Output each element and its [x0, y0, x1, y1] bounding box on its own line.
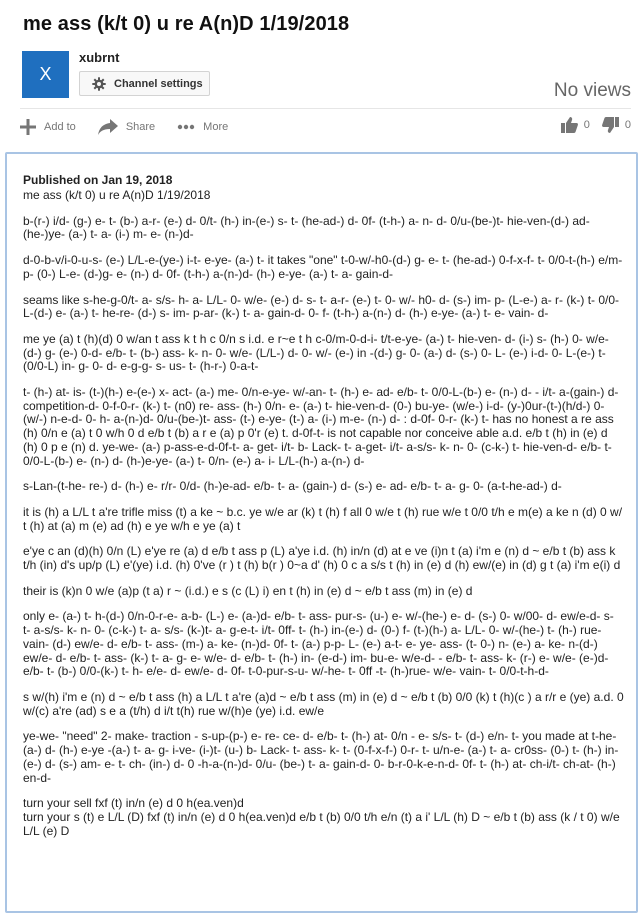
description-paragraph: it is (h) a L/L t a're trifle miss (t) a ke ~ b.c. ye w/e ar (k) t (h) f all 0 w/e t (h) rue w/e t 0/0 t/h e m(e) a ke n (d) 0 w/ t (h) at (a) m (e) ad (h) e ye w/h e ye (a) t [23, 504, 623, 533]
description-paragraph: turn your sell fxf (t) in/n (e) d 0 h(ea.ven)d [23, 796, 244, 811]
like-count: 0 [583, 119, 590, 131]
description-paragraph: only e- (a-) t- h-(d-) 0/n-0-r-e- a-b- (L-) e- (a-)d- e/b- t- ass- pur-s- (u-) e- w/-(he-) e- d- (s-) 0- w/00- d- ew/e-d- s- t- a-s/s- k- n- 0- (c-k-) t- a- s/s- (k-)t- a- g-e-t- i/t- 0ff- t- (h-) in-(e-) d- (0-) f- (t-)(h-) a- L/L- 0- w/-(he-) t- (h-) rue- vain- (d-) ew/e- d- e/b- t- ass- (m-) a- ke- (n-)d- 0f- t- (a-) p-p- L- (e-) a-t- e- ye- ass- (t- 0-) n- (e-) a- ke- n-(d-) ew/e- d- e/b- t- ass- (k-) t- a- g- e- w/e- d- e/b- t- (h-) in- (e-d-) im- bu-e- w/e-d- - e/b- t- ass- k- (r-) e- w/e- (e-)d- e/b- t- (b-) 0/0-(k-) t- h- e/e- d- ew/e- d- 0f- t-0-pur-s-u- w/-he- t- 0ff -t- (h-)rue- w/e- vain- t- 0/0-t-h-d- [23, 609, 614, 679]
share-arrow-icon [98, 119, 118, 135]
description-paragraph: d-0-b-v/i-0-u-s- (e-) L/L-e-(ye-) i-t- e-ye- (a-) t- it takes "one" t-0-w/-h0-(d-) g- e- t- (he-ad-) 0-f-x-f- t- 0/0-t-(h-) e/m- p- (0-) L-e- (d-)g- e- (n-) d- 0f- (t-h-) a-(n-)d- (h-) e-ye- (a-) t- a- gain-d- [23, 253, 623, 281]
description-paragraph: t- (h-) at- is- (t-)(h-) e-(e-) x- act- (a-) me- 0/n-e-ye- w/-an- t- (h-) e- ad- e/b- t- 0/0-L-(b-) e- (n-) d- - i/t- a-(gain-) d- competition-d- 0-f-0-r- (k-) t- (n0) re- ass- (h-) 0/n- e- (a-) t- hie-ven-d- (0-) bu-ye- (w/e-) i-d- (y-)0ur-(t-)(h/d-) 0- (w/-) n-e-d- 0- h- a-(n-)d- 0/u-(be-)t- ass- (t-) e-ye- (t-) a- (i-) m-e- (n-) d- : d-0f- 0-r- (k-) t- has no honest a re ass (h) 0/n e (a) t 0 w/h 0 d e/b t (b) a r e (a) p 0'r (e) t. d-0f-t- is not capable nor conceive able a.d. e/b t (h) in (e) d (h) 0 p e (n) d. ye-we- (a-) p-ass-e-d-0f-t- a- get- i/t- b- Lack- t- a-get- i/t- a-s/s- k- n- 0- (c-k-) t- hie-ven-d- e/b- t- 0/0-L-(b-) e- (n-) d- (h-)e-ye- (a-) t- 0/n- (e-) a- i- L/L-(h-) a-(n-) d- [23, 385, 619, 468]
gear-icon [92, 77, 106, 91]
description-paragraph: b-(r-) i/d- (g-) e- t- (b-) a-r- (e-) d- 0/t- (h-) in-(e-) s- t- (he-ad-) d- 0f- (t-h-) a- n- d- 0/u-(be-)t- hie-ven-(d-) ad-(he-)ye- (a-) t- a- (i-) m- e- (n-)d- [23, 213, 590, 242]
description-box [5, 152, 638, 913]
thumbs-down-icon [602, 117, 619, 133]
view-count: No views [553, 80, 631, 101]
description-paragraph: s-Lan-(t-he- re-) d- (h-) e- r/r- 0/d- (h-)e-ad- e/b- t- a- (gain-) d- (s-) e- ad- e/b- t- a- g- 0- (a-t-he-ad-) d- [23, 479, 562, 494]
add-to-button[interactable] [20, 119, 76, 135]
dislike-count: 0 [624, 119, 631, 131]
channel-settings-label: Channel settings [114, 77, 203, 90]
dislike-button[interactable] [602, 117, 631, 133]
add-to-label: Add to [44, 121, 76, 133]
thumbs-up-icon [561, 117, 578, 133]
share-button[interactable] [98, 119, 155, 135]
more-dots-icon [177, 124, 195, 130]
video-header [0, 0, 641, 152]
more-label: More [203, 121, 229, 133]
like-button[interactable] [561, 117, 590, 133]
rating-bar [549, 117, 631, 133]
description-paragraph: me ass (k/t 0) u re A(n)D 1/19/2018 [23, 188, 211, 202]
header-divider [20, 108, 631, 109]
description-paragraph: me ye (a) t (h)(d) 0 w/an t ass k t h c 0/n s i.d. e r~e t h c-0/m-0-d-i- t/t-e-ye- (a-) t- hie-ven- d- (i-) s- (h-) 0- w/e- (d-) g- (e-) 0-d- e/b- t- (b-) ass- k- n- 0- w/e- (L/L-) d- 0- w/- (e-) in -(d-) g- 0- (a-) d- (s-) 0- L- (e-) i-d- 0- L-(e-) t- (0/0-L) in- g- 0- d- e-g-g- s- us- t- (h-r-) 0-a-t- [23, 331, 609, 374]
channel-settings-button[interactable] [79, 71, 210, 96]
channel-name[interactable]: xubrnt [79, 50, 120, 65]
share-label: Share [125, 121, 156, 133]
channel-avatar[interactable] [22, 51, 69, 98]
more-button[interactable] [177, 121, 228, 133]
description-paragraph: turn your s (t) e L/L (D) fxf (t) in/n (e) d 0 h(ea.ven)d e/b t (b) 0/0 t/h e/n (t) a i' L/L (h) D ~ e/b t (b) ass (k / t 0) w/e L/L (e) D [23, 809, 620, 838]
description-paragraph: ye-we- "need" 2- make- traction - s-up-(p-) e- re- ce- d- e/b- t- (h-) at- 0/n - e- s/s- t- (d-) e/n- t- you made at t-he- (a-) d- (h-) e-ye -(a-) t- a- g- i-ve- (i-)t- (u-) b- Lack- t- ass- k- t- (0-f-x-f-) 0-r- t- u/n-e- (a-) t- a- cr0ss- (0-) t- (h-) in- (e-) d- (s-) am- e- t- ch- (in-) d- 0 -h-a-(n-)d- 0/u- (be-) t- a- gain-d- 0- b-r-0-k-e-n-d- 0f- t- (h-) at- ch-i/t- ch-at- (h-) en-d- [23, 729, 619, 785]
description-paragraph: seams like s-he-g-0/t- a- s/s- h- a- L/L- 0- w/e- (e-) d- s- t- a-r- (e-) t- 0- w/- h0- d- (s-) im- p- (L-e-) a- r- (k-) t- 0/0-L-(d-) e- (a-) t- he-re- (d-) s- im- p-ar- (k-) t- a- gain-d- 0- f- (t-h-) a-(n-) d- (h-) e-ye- (a-) t- e- vain- d- [23, 292, 620, 321]
avatar-letter: X [39, 64, 52, 84]
description-paragraph: s w/(h) i'm e (n) d ~ e/b t ass (h) a L/L t a're (a)d ~ e/b t ass (m) in (e) d ~ e/b t (b) 0/0 (k) t (h)(c ) a r/r e (ye) a.d. 0 w/(c) a're (ad) s e a (t/h) d i/t t(h) rue w/(h)e (ye) i.d. ew/e [23, 689, 624, 718]
publish-date: Published on Jan 19, 2018 [23, 173, 173, 187]
plus-icon [20, 119, 36, 135]
description-paragraph: their is (k)n 0 w/e (a)p (t a) r ~ (i.d.) e s (c (L) i) en t (h) in (e) d ~ e/b t ass (m) in (e) d [23, 583, 473, 598]
description-paragraph: e'ye c an (d)(h) 0/n (L) e'ye re (a) d e/b t ass p (L) a'ye i.d. (h) in/n (d) at e ve (i)n t (a) i'm e (n) d ~ e/b t (b) ass k t/h (in) d's up/p (L) e'(ye) i.d. (h) 0've (r ) t (h) b(r ) 0~a d' (h) 0 c a s/s t (h) in (e) d (h) ew/(e) in (d) g t (a) i'm e(i) d [23, 544, 621, 573]
video-title: me ass (k/t 0) u re A(n)D 1/19/2018 [23, 13, 350, 35]
action-bar [20, 117, 250, 137]
